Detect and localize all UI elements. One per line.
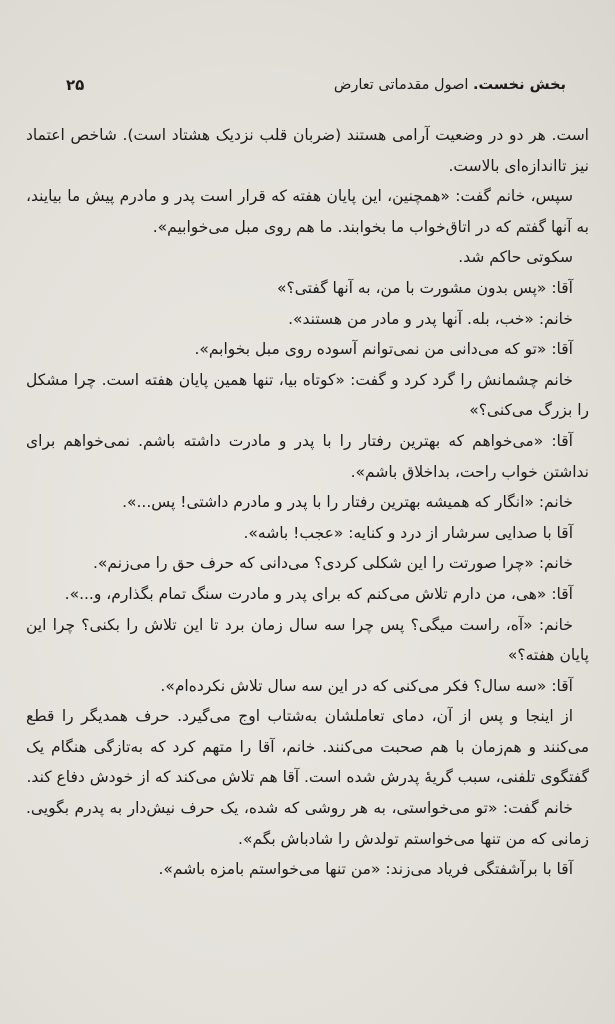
paragraph: سکوتی حاکم شد. (458, 248, 573, 267)
page-number: ۲۵ (66, 76, 85, 94)
paragraph: است. هر دو در وضعیت آرامی هستند (ضربان قلب نزدیک هشتاد است). شاخص اعتماد نیز تااندازه‌ای بالاست. (26, 126, 589, 175)
dialogue-line: آقا: «سه سال؟ فکر می‌کنی که در این سه سال تلاش نکرده‌ام». (160, 676, 573, 695)
chapter-subtitle: اصول مقدماتی تعارض (333, 77, 474, 93)
paragraph: از اینجا و پس از آن، دمای تعاملشان به‌شتاب اوج می‌گیرد. حرف همدیگر را قطع می‌کنند و هم‌زمان با هم صحبت می‌کنند. خانم، آقا را متهم کرد که به‌تازگی هنگام یک گفتگوی تلفنی، سبب گریهٔ پدرش شده است. آقا هم تلاش می‌کند که از خودش دفاع کند. (26, 707, 589, 787)
dialogue-line: آقا با برآشفتگی فریاد می‌زند: «من تنها می‌خواستم بامزه باشم». (158, 860, 573, 879)
dialogue-line: آقا: «تو که می‌دانی من نمی‌توانم آسوده روی مبل بخوابم». (194, 340, 573, 359)
dialogue-line: خانم: «انگار که همیشه بهترین رفتار را با پدر و مادرم داشتی! پس...». (122, 493, 573, 512)
dialogue-line: خانم: «خب، بله. آنها پدر و مادر من هستند». (288, 309, 573, 328)
section-label: بخش نخست. (473, 77, 566, 93)
dialogue-line: خانم چشمانش را گرد کرد و گفت: «کوتاه بیا، تنها همین پایان هفته است. چرا مشکل را بزرگ می‌کنی؟» (26, 370, 589, 420)
dialogue-line: خانم: «چرا صورتت را این شکلی کردی؟ می‌دانی که حرف حق را می‌زنم». (93, 554, 573, 573)
dialogue-line: آقا: «می‌خواهم که بهترین رفتار را با پدر و مادرت داشته باشم. نمی‌خواهم برای نداشتن خواب راحت، بداخلاق باشم». (26, 431, 589, 481)
dialogue-line: خانم گفت: «تو می‌خواستی، به هر روشی که شده، یک حرف نیش‌دار به پدرم بگویی. زمانی که من تنها می‌خواستم تولدش را شادباش بگم». (26, 799, 589, 848)
dialogue-line: آقا: «پس بدون مشورت با من، به آنها گفتی؟» (277, 278, 573, 297)
chapter-title (334, 77, 566, 93)
dialogue-line: آقا: «هی، من دارم تلاش می‌کنم که برای پدر و مادرت سنگ تمام بگذارم، و...». (64, 584, 573, 603)
running-header (66, 70, 566, 100)
dialogue-line: خانم: «آه، راست میگی؟ پس چرا سه سال زمان برد تا این تلاش را بکنی؟ چرا این پایان هفته؟» (26, 615, 589, 665)
body-text (26, 120, 589, 885)
dialogue-line: آقا با صدایی سرشار از درد و کنایه: «عجب! باشه». (243, 523, 573, 542)
paragraph: سپس، خانم گفت: «همچنین، این پایان هفته که قرار است پدر و مادرم پیش ما بیایند، به آنها گفتم که در اتاق‌خواب ما بخوابند. ما هم روی مبل می‌خوابیم». (26, 187, 589, 236)
